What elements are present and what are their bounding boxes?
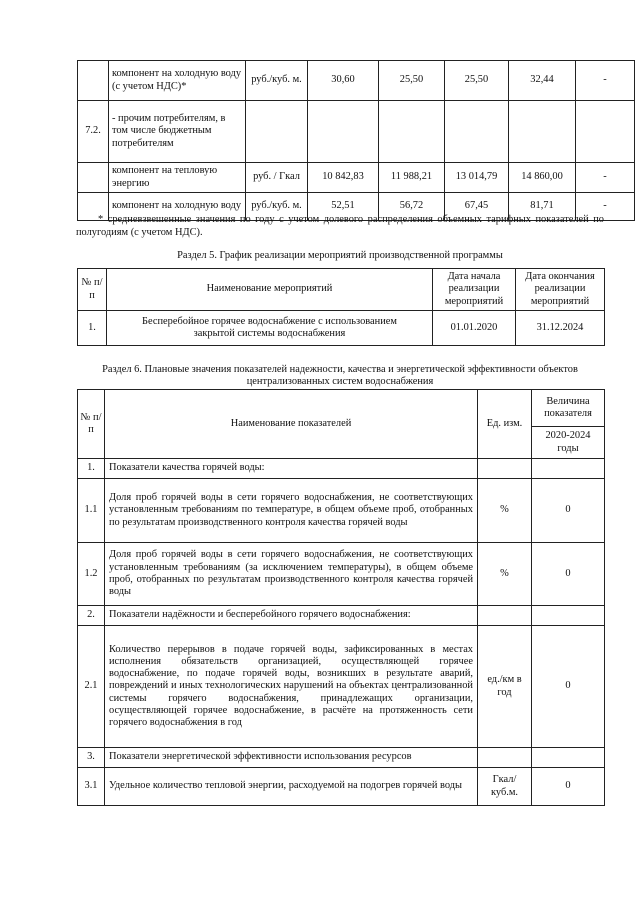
row-unit: ед./км в год xyxy=(478,626,532,748)
row-name: - прочим потребителям, в том числе бюджетным потребителям xyxy=(109,101,246,163)
tariff-footnote: * средневзвешенные значения по году с учетом долевого распределения объемных тарифных показателей по полугодиям (с учетом НДС). xyxy=(76,214,604,238)
row-value xyxy=(379,101,445,163)
table-row xyxy=(78,479,605,543)
row-unit: руб./куб. м. xyxy=(246,193,308,221)
tariff-table xyxy=(77,60,635,221)
row-value: 56,72 xyxy=(379,193,445,221)
row-value: 81,71 xyxy=(509,193,576,221)
section6-header-row xyxy=(78,390,605,427)
section6-title: Раздел 6. Плановые значения показателей надежности, качества и энергетической эффективности объектов централизованных систем водоснабжения xyxy=(102,364,578,387)
col-unit-header: Ед. изм. xyxy=(478,390,532,459)
col-num-header: № п/ п xyxy=(78,390,105,459)
row-value: 0 xyxy=(532,626,605,748)
row-end-date: 31.12.2024 xyxy=(516,311,605,346)
row-num: 1. xyxy=(78,459,105,479)
section6-table xyxy=(77,389,605,806)
row-value xyxy=(532,748,605,768)
row-name: компонент на тепловую энергию xyxy=(109,163,246,193)
table-row xyxy=(78,61,635,101)
group-row xyxy=(78,748,605,768)
table-row xyxy=(78,768,605,806)
row-value: 67,45 xyxy=(445,193,509,221)
row-num: 2.1 xyxy=(78,626,105,748)
row-unit xyxy=(478,606,532,626)
row-value: 0 xyxy=(532,543,605,606)
row-unit: Гкал/куб.м. xyxy=(478,768,532,806)
row-name: Доля проб горячей воды в сети горячего водоснабжения, не соответствующих установленным требованиям (за исключением температуры), в общем объеме проб, отобранных по результатам производственного контроля качества горячей воды xyxy=(105,543,478,606)
row-name: Показатели качества горячей воды: xyxy=(105,459,478,479)
row-name: Бесперебойное горячее водоснабжение с использованием закрытой системы водоснабжения xyxy=(107,311,433,346)
row-value: 13 014,79 xyxy=(445,163,509,193)
row-num: 7.2. xyxy=(78,101,109,163)
row-num: 1.1 xyxy=(78,479,105,543)
row-name: Доля проб горячей воды в сети горячего водоснабжения, не соответствующих установленным требованиям по температуре, в общем объеме проб, отобранных по результатам производственного контроля качества горячей воды xyxy=(105,479,478,543)
table-row xyxy=(78,543,605,606)
table-row xyxy=(78,626,605,748)
row-unit: руб. / Гкал xyxy=(246,163,308,193)
row-num: 1. xyxy=(78,311,107,346)
row-value xyxy=(509,101,576,163)
row-value: 0 xyxy=(532,768,605,806)
row-num: 3. xyxy=(78,748,105,768)
row-value: 14 860,00 xyxy=(509,163,576,193)
col-start-header: Дата начала реализации мероприятий xyxy=(433,269,516,311)
row-value: 11 988,21 xyxy=(379,163,445,193)
row-value: 25,50 xyxy=(379,61,445,101)
row-unit xyxy=(246,101,308,163)
row-value xyxy=(308,101,379,163)
row-value: - xyxy=(576,61,635,101)
table-row xyxy=(78,163,635,193)
row-name: Показатели энергетической эффективности использования ресурсов xyxy=(105,748,478,768)
row-num: 3.1 xyxy=(78,768,105,806)
row-unit xyxy=(478,459,532,479)
row-num xyxy=(78,61,109,101)
col-period-header: 2020-2024 годы xyxy=(532,427,605,459)
section5-title: Раздел 5. График реализации мероприятий производственной программы xyxy=(177,250,503,261)
row-unit xyxy=(478,748,532,768)
col-num-header: № п/п xyxy=(78,269,107,311)
section5-table xyxy=(77,268,605,346)
row-value xyxy=(445,101,509,163)
row-num: 2. xyxy=(78,606,105,626)
row-num: 1.2 xyxy=(78,543,105,606)
row-num xyxy=(78,163,109,193)
row-name: компонент на холодную воду (с учетом НДС)* xyxy=(109,61,246,101)
row-value xyxy=(532,606,605,626)
row-name: Удельное количество тепловой энергии, расходуемой на подогрев горячей воды xyxy=(105,768,478,806)
col-name-header: Наименование мероприятий xyxy=(107,269,433,311)
row-value: 32,44 xyxy=(509,61,576,101)
row-name: Количество перерывов в подаче горячей воды, зафиксированных в местах исполнения обязательств организацией, осуществляющей горячее водоснабжение, по подаче горячей воды, возникших в результате аварий, повреждений и иных технологических нарушений на объектах централизованной системы горячего водоснабжения, принадлежащих организации, осуществляющей горячее водоснабжение, в расчёте на протяженность сети горячего водоснабжения в год xyxy=(105,626,478,748)
row-unit: % xyxy=(478,543,532,606)
row-name: компонент на холодную воду xyxy=(109,193,246,221)
section5-header-row xyxy=(78,269,605,311)
row-name: Показатели надёжности и бесперебойного горячего водоснабжения: xyxy=(105,606,478,626)
col-value-header: Величина показателя xyxy=(532,390,605,427)
group-row xyxy=(78,459,605,479)
row-value xyxy=(532,459,605,479)
row-unit: руб./куб. м. xyxy=(246,61,308,101)
row-unit: % xyxy=(478,479,532,543)
row-value: - xyxy=(576,163,635,193)
table-row xyxy=(78,311,605,346)
row-value: 25,50 xyxy=(445,61,509,101)
col-end-header: Дата окончания реализации мероприятий xyxy=(516,269,605,311)
row-start-date: 01.01.2020 xyxy=(433,311,516,346)
row-value xyxy=(576,101,635,163)
row-value: 52,51 xyxy=(308,193,379,221)
col-name-header: Наименование показателей xyxy=(105,390,478,459)
group-row xyxy=(78,606,605,626)
row-value: 0 xyxy=(532,479,605,543)
row-value: - xyxy=(576,193,635,221)
row-value: 30,60 xyxy=(308,61,379,101)
table-row xyxy=(78,101,635,163)
row-value: 10 842,83 xyxy=(308,163,379,193)
